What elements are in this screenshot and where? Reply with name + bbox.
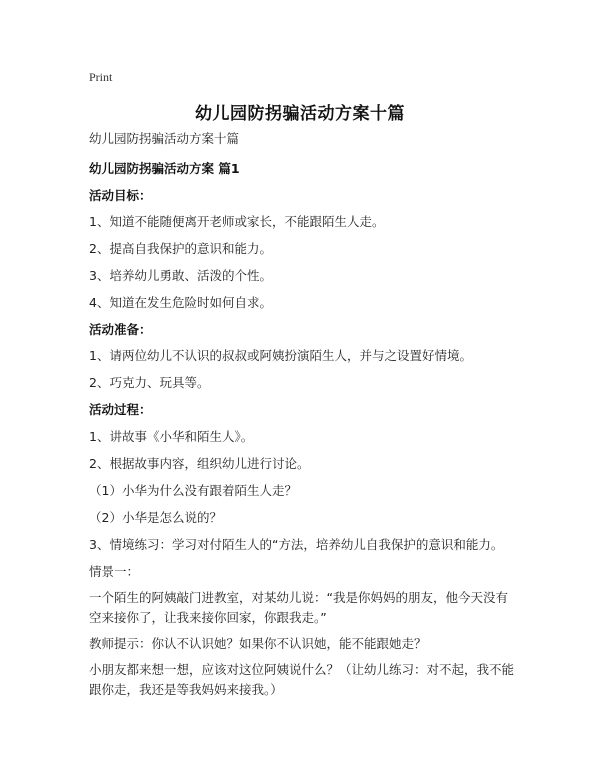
process-item: 1、讲故事《小华和陌生人》。 (89, 429, 254, 444)
preparation-item: 1、请两位幼儿不认识的叔叔或阿姨扮演陌生人，并与之设置好情境。 (89, 348, 472, 363)
preparation-item: 2、巧克力、玩具等。 (89, 375, 210, 390)
process-item: 3、情境练习：学习对付陌生人的“方法，培养幼儿自我保护的意识和能力。 (89, 537, 504, 552)
process-question: （1）小华为什么没有跟着陌生人走？ (89, 483, 297, 498)
goal-item: 3、培养幼儿勇敢、活泼的个性。 (89, 268, 272, 283)
print-label: Print (89, 70, 113, 84)
goal-item: 4、知道在发生危险时如何自求。 (89, 295, 272, 310)
section-title: 幼儿园防拐骗活动方案 篇1 (89, 161, 240, 176)
preparation-heading: 活动准备： (89, 322, 152, 337)
goal-item: 2、提高自我保护的意识和能力。 (89, 241, 272, 256)
document-subtitle: 幼儿园防拐骗活动方案十篇 (89, 131, 240, 146)
goals-heading: 活动目标： (89, 188, 152, 203)
teacher-hint: 教师提示：你认不认识她？如果你不认识她，能不能跟她走？ (89, 636, 427, 651)
process-heading: 活动过程： (89, 402, 152, 417)
process-question: （2）小华是怎么说的？ (89, 510, 222, 525)
scene-paragraph: 小朋友都来想一想，应该对这位阿姨说什么？（让幼儿练习：对不起，我不能跟你走，我还是等我妈妈来接我。） (89, 662, 515, 697)
scene-paragraph: 一个陌生的阿姨敲门进教室，对某幼儿说：“我是你妈妈的朋友，他今天没有空来接你了，让我来接你回家，你跟我走。” (89, 590, 508, 625)
goal-item: 1、知道不能随便离开老师或家长，不能跟陌生人走。 (89, 214, 385, 229)
page-title: 幼儿园防拐骗活动方案十篇 (195, 104, 405, 124)
process-item: 2、根据故事内容，组织幼儿进行讨论。 (89, 456, 310, 471)
scene-heading: 情景一： (89, 564, 140, 579)
